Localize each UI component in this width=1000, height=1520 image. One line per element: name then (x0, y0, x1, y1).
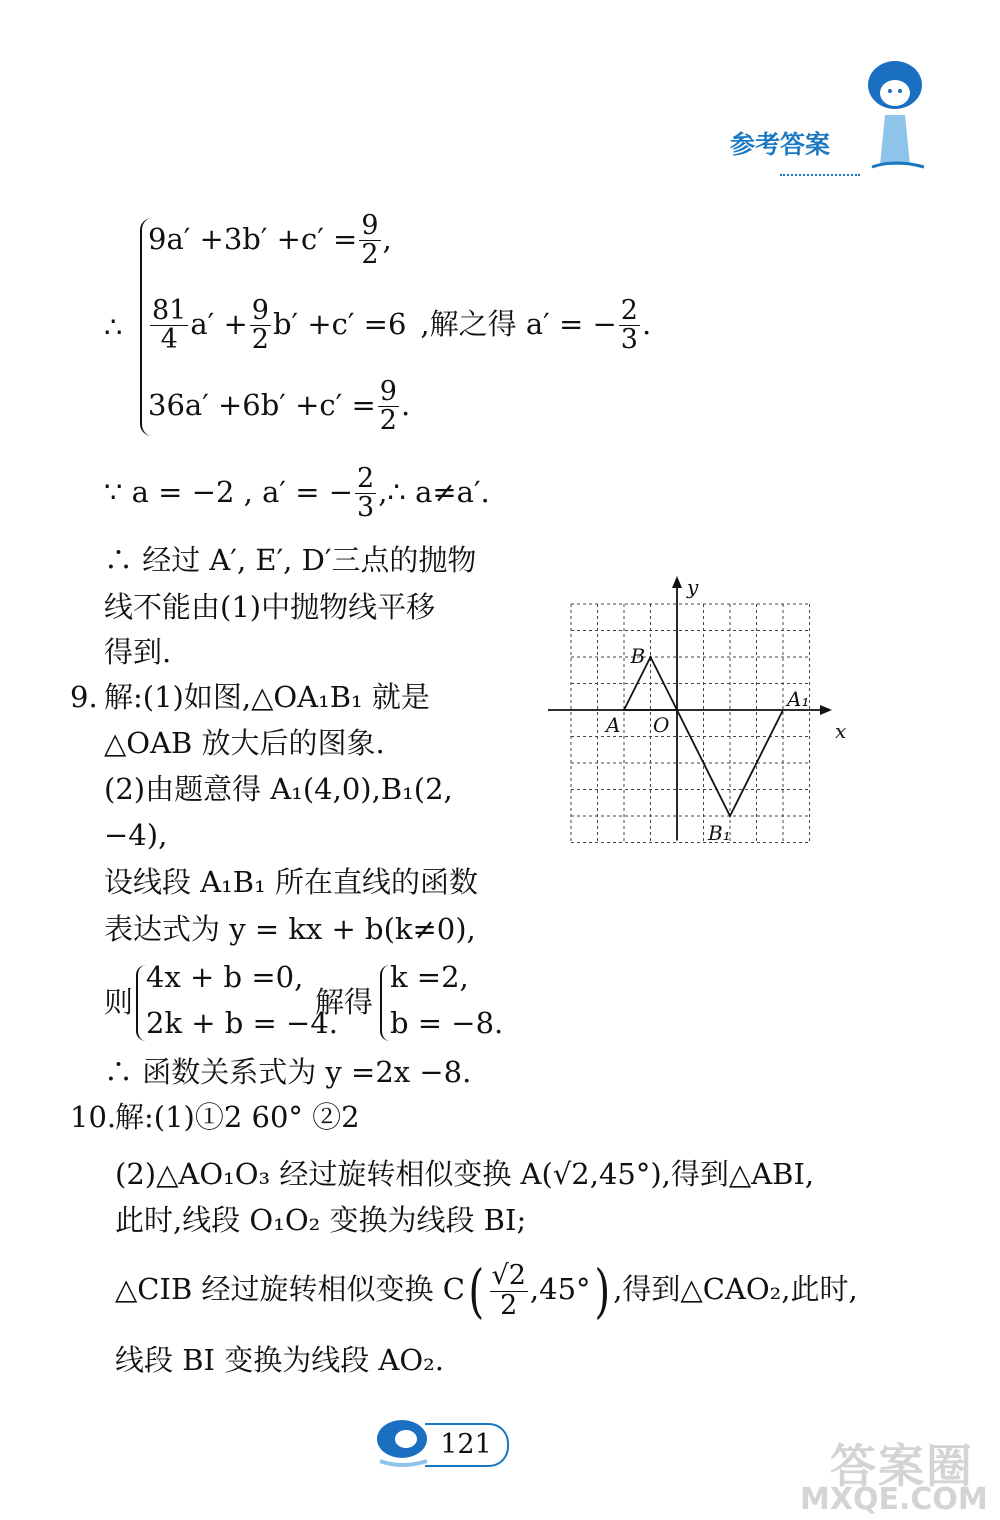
q9-line-1: 解:(1)如图,△OA₁B₁ 就是 (104, 680, 430, 714)
coordinate-grid-svg (540, 570, 860, 850)
point-label-b: B (630, 644, 646, 668)
q10-line-1: 解:(1)①2 60° ②2 (115, 1100, 360, 1134)
eq2-fraction-2-3: $\frac{2}{3}$ (620, 295, 638, 356)
because-line: ∵ a = −2 , a′ = − $\frac{2}{3}$ ,∴ a≠a′. (104, 463, 490, 524)
watermark-bottom: MXQE.COM (800, 1482, 988, 1517)
q10-line-2: (2)△AO₁O₃ 经过旋转相似变换 A(√2,45°),得到△ABI, (115, 1157, 815, 1191)
y-axis-label: y (687, 575, 699, 599)
eq2-fraction-9-2: $\frac{9}{2}$ (251, 295, 269, 356)
q9-line-5: 设线段 A₁B₁ 所在直线的函数 (104, 865, 478, 899)
therefore-symbol: ∴ (104, 310, 123, 344)
q10-number: 10. (70, 1100, 117, 1134)
q10-fraction-sqrt2-2: $\frac{√2}{2}$ (491, 1260, 526, 1321)
x-axis-label: x (835, 719, 847, 743)
q9-system-b-eq1: k =2, (390, 960, 469, 994)
q9-system-a-eq2: 2k + b = −4. (146, 1006, 339, 1040)
conclusion-line-1: ∴ 经过 A′, E′, D′三点的抛物 (104, 543, 477, 577)
point-label-a: A (606, 713, 621, 737)
page-number: 121 (425, 1423, 509, 1467)
q9-number: 9. (70, 680, 98, 714)
watermark-top: 答案圈 (830, 1439, 974, 1493)
point-label-b1: B₁ (708, 821, 731, 845)
q9-line-2: △OAB 放大后的图象. (104, 726, 385, 760)
header-mascot-icon (860, 55, 930, 175)
q9-line-6: 表达式为 y = kx + b(k≠0), (104, 912, 476, 946)
q9-line-3: (2)由题意得 A₁(4,0),B₁(2, (104, 772, 453, 806)
page-number-fish-icon (372, 1415, 432, 1470)
eq2-fraction-81-4: $\frac{81}{4}$ (152, 295, 187, 356)
system1-eq3: 36a′ +6b′ +c′ = $\frac{9}{2}$ . (148, 376, 411, 437)
q9-line-4: −4), (104, 818, 168, 852)
system1-eq2: $\frac{81}{4}$ a′ + $\frac{9}{2}$ b′ +c′ =6 ,解之得 a′ = − $\frac{2}{3}$ . (152, 295, 652, 356)
eq1-fraction: $\frac{9}{2}$ (361, 210, 379, 271)
x-axis-arrow-icon (820, 705, 832, 715)
q9-system-a-brace (136, 965, 146, 1041)
point-label-a1: A₁ (787, 687, 810, 711)
eq3-fraction: $\frac{9}{2}$ (379, 376, 397, 437)
conclusion-line-3: 得到. (104, 635, 172, 669)
q10-line-5: 线段 BI 变换为线段 AO₂. (115, 1343, 444, 1377)
q9-then: 则 (104, 985, 134, 1019)
header-title: 参考答案 (730, 130, 831, 159)
left-paren: ( (468, 1257, 485, 1325)
origin-label: O (653, 713, 670, 737)
y-axis-arrow-icon (672, 576, 682, 588)
coordinate-figure (540, 570, 860, 850)
q10-line-3: 此时,线段 O₁O₂ 变换为线段 BI; (115, 1203, 527, 1237)
q9-final: ∴ 函数关系式为 y =2x −8. (104, 1055, 472, 1089)
because-fraction: $\frac{2}{3}$ (357, 463, 375, 524)
header-underline-decoration (780, 170, 860, 176)
conclusion-line-2: 线不能由(1)中抛物线平移 (104, 590, 436, 624)
q9-system-b-brace (380, 965, 390, 1041)
q9-solve: 解得 (315, 985, 374, 1019)
right-paren: ) (593, 1257, 610, 1325)
q10-line-4: △CIB 经过旋转相似变换 C( $\frac{√2}{2}$ ,45°) ,得到△CAO₂,此时, (115, 1257, 858, 1325)
q9-system-a-eq1: 4x + b =0, (146, 960, 304, 994)
system1-eq1: 9a′ +3b′ +c′ = $\frac{9}{2}$ , (148, 210, 392, 271)
q9-system-b-eq2: b = −8. (390, 1006, 504, 1040)
eq1-lhs: 9a′ +3b′ +c′ = (148, 221, 358, 256)
